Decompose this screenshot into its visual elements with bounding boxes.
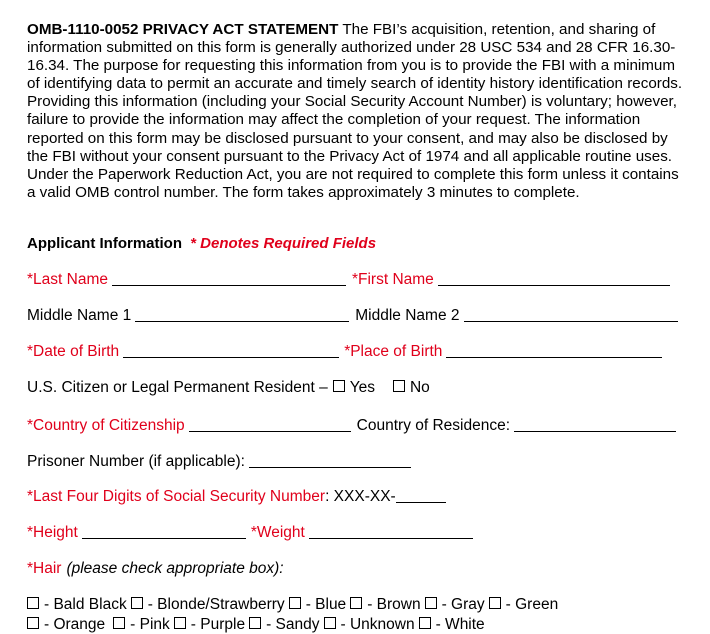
- hair-option: - Bald Black: [44, 596, 127, 613]
- middle-name-2-field[interactable]: [464, 320, 678, 322]
- hair-checkbox[interactable]: [350, 597, 362, 609]
- hair-option: - White: [435, 616, 485, 633]
- hair-option: - Brown: [367, 596, 421, 613]
- hair-option: - Sandy: [266, 616, 320, 633]
- hair-checkbox[interactable]: [131, 597, 143, 609]
- date-of-birth-field[interactable]: [123, 356, 339, 358]
- height-label: *Height: [27, 524, 78, 541]
- hair-option: - Orange: [44, 616, 106, 633]
- yes-label: Yes: [349, 379, 375, 396]
- privacy-statement: [27, 21, 687, 202]
- hair-checkbox[interactable]: [419, 617, 431, 629]
- country-row: [27, 417, 676, 435]
- birth-row: [27, 343, 662, 361]
- hair-checkbox[interactable]: [27, 597, 39, 609]
- citizen-row: [27, 379, 430, 397]
- first-name-field[interactable]: [438, 284, 670, 286]
- section-title: Applicant Information: [27, 235, 182, 252]
- date-of-birth-label: *Date of Birth: [27, 343, 120, 360]
- hair-checkbox[interactable]: [113, 617, 125, 629]
- height-weight-row: [27, 524, 473, 542]
- yes-checkbox[interactable]: [333, 380, 345, 392]
- country-residence-field[interactable]: [514, 430, 676, 432]
- country-residence-label: Country of Residence:: [356, 417, 511, 434]
- middle-name-2-label: Middle Name 2: [355, 307, 460, 324]
- country-citizenship-field[interactable]: [189, 430, 351, 432]
- section-header: [27, 235, 376, 252]
- hair-label: *Hair: [27, 560, 62, 577]
- hair-option: - Green: [505, 596, 559, 613]
- weight-label: *Weight: [250, 524, 305, 541]
- middle-name-row: [27, 307, 678, 325]
- hair-option: - Blue: [305, 596, 347, 613]
- middle-name-1-label: Middle Name 1: [27, 307, 132, 324]
- last-name-label: *Last Name: [27, 271, 108, 288]
- ssn-label: *Last Four Digits of Social Security Number: [27, 488, 326, 505]
- height-field[interactable]: [82, 537, 246, 539]
- hair-row: [27, 560, 284, 578]
- required-note: * Denotes Required Fields: [190, 235, 377, 252]
- privacy-heading: OMB-1110-0052 PRIVACY ACT STATEMENT: [27, 21, 339, 38]
- first-name-label: *First Name: [351, 271, 434, 288]
- place-of-birth-field[interactable]: [446, 356, 662, 358]
- hair-option: - Pink: [130, 616, 170, 633]
- hair-options-row-2: [27, 616, 485, 634]
- privacy-text: [27, 21, 687, 202]
- name-row: [27, 271, 670, 289]
- ssn-row: [27, 488, 446, 506]
- hair-instruction: (please check appropriate box):: [66, 560, 284, 577]
- hair-checkbox[interactable]: [27, 617, 39, 629]
- country-citizenship-label: *Country of Citizenship: [27, 417, 185, 434]
- hair-options-row-1: [27, 596, 558, 614]
- hair-option: - Purple: [190, 616, 246, 633]
- place-of-birth-label: *Place of Birth: [344, 343, 443, 360]
- privacy-body: The FBI’s acquisition, retention, and sharing of information submitted on this form is generally authorized under 28 USC 534 and 28 CFR 16.30-16.34. The purpose for requesting this information from you is to provide the FBI with a minimum of identifying data to permit an accurate and timely search of identity history identification records. Providing this information (including your Social Security Account Number) is voluntary; however, failure to provide the information may affect the completion of your request. The information reported on this form may be disclosed pursuant to your consent, and may also be disclosed by the FBI without your consent pursuant to the Privacy Act of 1974 and all applicable routine uses. Under the Paperwork Reduction Act, you are not required to complete this form unless it contains a valid OMB control number. The form takes approximately 3 minutes to complete.: [27, 21, 683, 201]
- prisoner-row: [27, 453, 411, 471]
- hair-checkbox[interactable]: [174, 617, 186, 629]
- hair-checkbox[interactable]: [289, 597, 301, 609]
- last-name-field[interactable]: [112, 284, 346, 286]
- hair-checkbox[interactable]: [324, 617, 336, 629]
- no-label: No: [409, 379, 430, 396]
- citizen-question: U.S. Citizen or Legal Permanent Resident –: [27, 379, 328, 396]
- weight-field[interactable]: [309, 537, 473, 539]
- hair-option: - Blonde/Strawberry: [147, 596, 285, 613]
- hair-option: - Gray: [441, 596, 485, 613]
- prisoner-number-label: Prisoner Number (if applicable):: [27, 453, 245, 470]
- hair-checkbox[interactable]: [489, 597, 501, 609]
- hair-option: - Unknown: [340, 616, 415, 633]
- hair-checkbox[interactable]: [249, 617, 261, 629]
- middle-name-1-field[interactable]: [135, 320, 349, 322]
- prisoner-number-field[interactable]: [249, 466, 411, 468]
- ssn-field[interactable]: [396, 501, 446, 503]
- no-checkbox[interactable]: [393, 380, 405, 392]
- hair-checkbox[interactable]: [425, 597, 437, 609]
- ssn-prefix: : XXX-XX-: [325, 488, 396, 505]
